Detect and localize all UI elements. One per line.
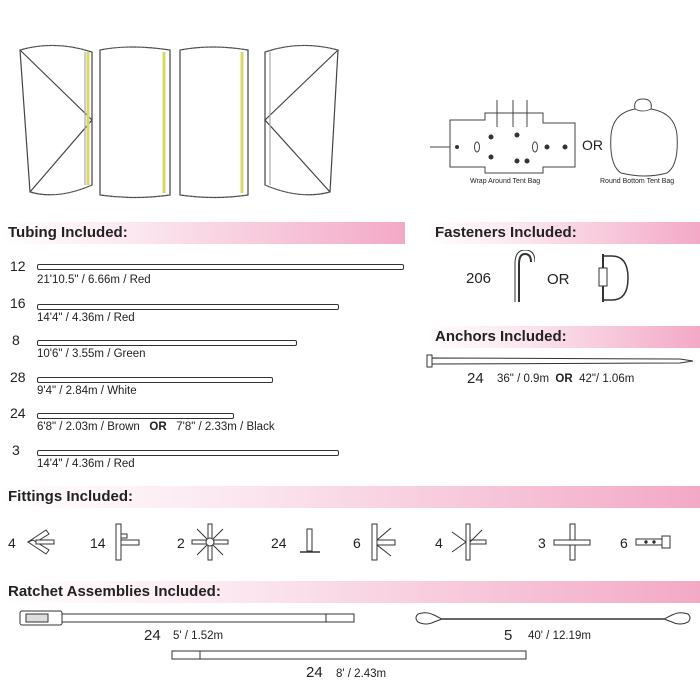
fasteners-or-label: OR	[547, 271, 570, 288]
anchor-stake-icon	[425, 354, 695, 368]
anchors-sizes	[497, 373, 634, 385]
tent-panels-illustration	[0, 0, 700, 215]
tubing-qty: 3	[12, 442, 20, 458]
fitting-qty: 3	[538, 535, 546, 551]
d-ring-pin-icon	[588, 250, 633, 305]
tent-middle-panel-2	[180, 47, 248, 198]
tube-bar	[37, 413, 234, 419]
ratchets-title: Ratchet Assemblies Included:	[8, 583, 221, 600]
ratchet-cable-40ft-icon	[412, 608, 694, 630]
anchors-title: Anchors Included:	[435, 328, 567, 345]
fitting-qty: 4	[8, 535, 16, 551]
tubing-label: 21'10.5" / 6.66m / Red	[37, 274, 151, 286]
tubing-qty: 12	[10, 258, 26, 274]
fitting-qty: 4	[435, 535, 443, 551]
four-way-flat-fitting-icon	[552, 522, 592, 562]
fitting-qty: 24	[271, 535, 287, 551]
tubing-label: 9'4" / 2.84m / White	[37, 385, 137, 397]
fitting-qty: 6	[353, 535, 361, 551]
tubing-qty: 16	[10, 295, 26, 311]
tubing-qty: 28	[10, 369, 26, 385]
tent-end-panel-right	[265, 45, 338, 194]
ratchets-section-header	[0, 581, 700, 603]
tubing-label: 14'4" / 4.36m / Red	[37, 312, 135, 324]
tubing-label-alternate: 7'8" / 2.33m / Black	[176, 421, 275, 433]
round-bottom-tent-bag-label: Round Bottom Tent Bag	[600, 178, 675, 185]
four-way-cross-fitting-icon	[108, 522, 142, 562]
wrap-around-tent-bag-icon	[425, 95, 585, 190]
fitting-qty: 6	[620, 535, 628, 551]
tube-bar	[37, 264, 404, 270]
tubing-title: Tubing Included:	[8, 224, 128, 241]
foot-plate-fitting-icon	[298, 527, 322, 557]
tubing-label: 14'4" / 4.36m / Red	[37, 458, 135, 470]
round-bottom-tent-bag-icon	[605, 95, 685, 180]
six-way-angle-fitting-icon	[448, 522, 488, 562]
anchors-qty: 24	[467, 370, 484, 387]
ratchet-strap-5ft-icon	[18, 608, 358, 630]
fitting-qty: 14	[90, 535, 106, 551]
end-cap-fitting-icon	[634, 534, 674, 550]
ratchet-qty: 5	[504, 627, 513, 644]
fasteners-qty: 206	[466, 270, 492, 287]
tube-bar	[37, 340, 297, 346]
tubing-section-header	[0, 222, 405, 244]
tent-bag-or-label: OR	[582, 137, 603, 153]
wrap-around-tent-bag-label: Wrap Around Tent Bag	[470, 178, 541, 185]
anchor-or-label: OR	[555, 373, 573, 385]
tubing-label-primary: 6'8" / 2.03m / Brown	[37, 421, 140, 433]
anchor-size-1: 36" / 0.9m	[497, 373, 550, 385]
fitting-qty: 2	[177, 535, 185, 551]
ratchet-size: 40' / 12.19m	[528, 630, 591, 642]
fittings-title: Fittings Included:	[8, 488, 133, 505]
tubing-or-label: OR	[149, 421, 167, 433]
tube-bar	[37, 304, 339, 310]
anchors-section-header	[427, 326, 700, 348]
tent-middle-panel-1	[100, 47, 170, 198]
three-way-angle-fitting-icon	[22, 525, 56, 559]
tube-bar	[37, 377, 273, 383]
ratchet-qty: 24	[144, 627, 161, 644]
fasteners-section-header	[427, 222, 700, 244]
ratchet-qty: 24	[306, 664, 323, 681]
anchor-size-2: 42"/ 1.06m	[579, 373, 635, 385]
hook-pin-icon	[505, 250, 535, 305]
tent-end-panel-left	[20, 45, 92, 194]
ratchet-size: 5' / 1.52m	[173, 630, 224, 642]
six-way-hub-fitting-icon	[190, 522, 230, 562]
fasteners-title: Fasteners Included:	[435, 224, 577, 241]
tube-bar	[37, 450, 339, 456]
fittings-section-header	[0, 486, 700, 508]
ratchet-strap-8ft-icon	[170, 648, 530, 664]
tubing-qty: 8	[12, 332, 20, 348]
tubing-label: 10'6" / 3.55m / Green	[37, 348, 146, 360]
tubing-qty: 24	[10, 405, 26, 421]
tubing-label	[37, 421, 275, 433]
ratchet-size: 8' / 2.43m	[336, 668, 387, 680]
five-way-fitting-icon	[364, 522, 398, 562]
